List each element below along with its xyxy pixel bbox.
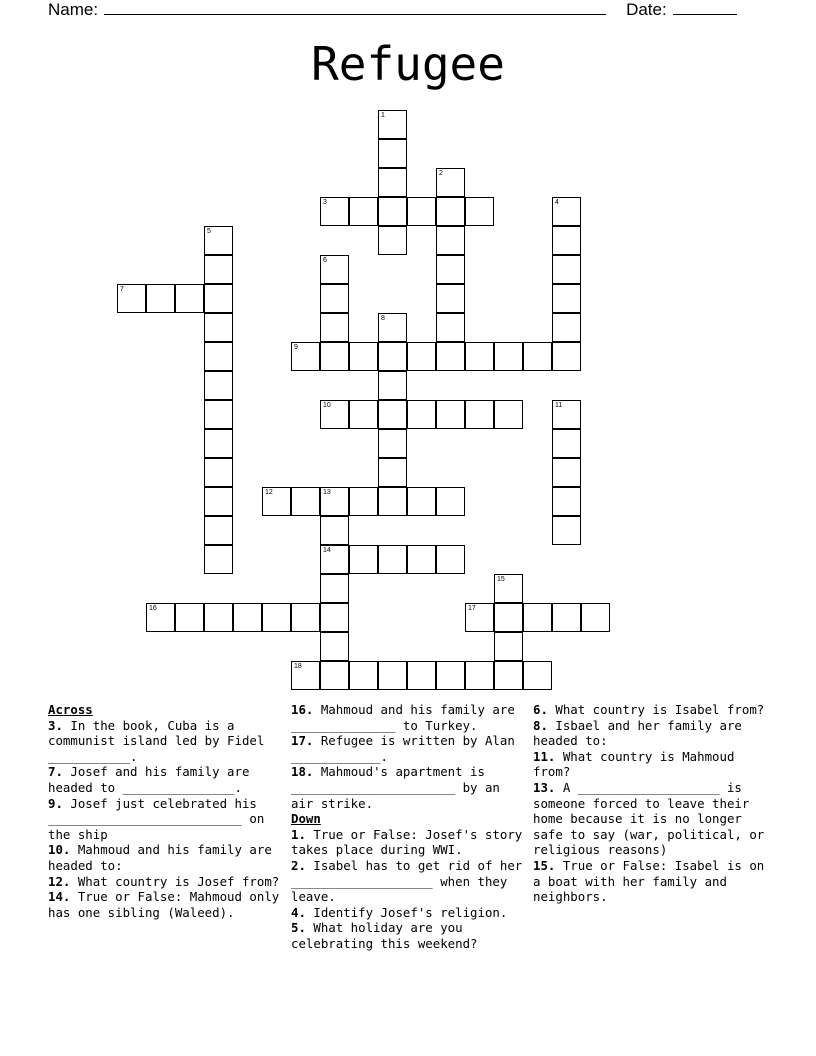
clue-item-number: 5.	[291, 920, 306, 936]
grid-cell[interactable]	[436, 400, 465, 429]
grid-cell[interactable]	[552, 516, 581, 545]
clue-item-text: Josef just celebrated his __________________________ on the ship	[48, 795, 272, 842]
header	[48, 0, 737, 20]
grid-cell[interactable]	[349, 487, 378, 516]
grid-cell[interactable]	[204, 371, 233, 400]
clue-item-text: True or False: Josef's story takes place during WWI.	[291, 826, 530, 858]
clue-number: 6	[323, 257, 327, 264]
grid-cell[interactable]	[204, 545, 233, 574]
clue-column-3	[533, 702, 772, 905]
grid-cell[interactable]	[349, 545, 378, 574]
grid-cell[interactable]	[378, 400, 407, 429]
clue-number: 13	[323, 489, 331, 496]
clue-column-2	[291, 702, 530, 952]
grid-cell[interactable]	[552, 226, 581, 255]
clue-number: 18	[294, 663, 302, 670]
clue-number: 3	[323, 199, 327, 206]
grid-cell[interactable]	[465, 661, 494, 690]
grid-cell[interactable]	[349, 197, 378, 226]
clue-item	[291, 905, 527, 921]
clue-item	[291, 733, 527, 764]
clue-item-number: 13.	[533, 779, 556, 795]
grid-cell[interactable]	[465, 197, 494, 226]
grid-cell[interactable]	[204, 400, 233, 429]
clue-item	[533, 718, 769, 749]
grid-cell[interactable]	[262, 603, 291, 632]
grid-cell[interactable]	[494, 632, 523, 661]
grid-cell[interactable]	[436, 661, 465, 690]
grid-cell[interactable]	[436, 313, 465, 342]
grid-cell[interactable]	[204, 313, 233, 342]
grid-cell[interactable]	[552, 313, 581, 342]
grid-cell[interactable]	[378, 458, 407, 487]
clue-item-text: Isabel has to get rid of her ___________________ when they leave.	[291, 857, 530, 905]
clue-item	[48, 764, 284, 795]
grid-cell[interactable]	[378, 371, 407, 400]
grid-cell[interactable]	[407, 545, 436, 574]
grid-cell[interactable]	[175, 284, 204, 313]
grid-cell[interactable]	[204, 516, 233, 545]
grid-cell[interactable]	[494, 400, 523, 429]
grid-cell[interactable]	[349, 661, 378, 690]
clue-item-number: 16.	[291, 702, 314, 717]
clue-item	[48, 796, 284, 843]
clue-item-number: 12.	[48, 873, 71, 889]
clue-item-number: 6.	[533, 702, 548, 717]
grid-cell[interactable]	[378, 545, 407, 574]
clue-item	[533, 779, 772, 858]
grid-cell[interactable]	[320, 313, 349, 342]
clue-item-number: 18.	[291, 764, 314, 780]
clue-item-text: True or False: Isabel is on a boat with her family and neighbors.	[533, 857, 772, 905]
grid-cell[interactable]	[378, 197, 407, 226]
grid-cell[interactable]	[320, 574, 349, 603]
grid-cell[interactable]	[320, 603, 349, 632]
grid-cell[interactable]	[175, 603, 204, 632]
clue-item-number: 15.	[533, 857, 556, 873]
grid-cell[interactable]	[349, 342, 378, 371]
grid-cell[interactable]	[378, 342, 407, 371]
clue-item-number: 1.	[291, 826, 306, 842]
clue-number: 17	[468, 605, 476, 612]
grid-cell[interactable]	[436, 284, 465, 313]
grid-cell[interactable]	[494, 603, 523, 632]
clue-item-text: Mahmoud and his family are headed to:	[48, 842, 280, 873]
clue-item-number: 11.	[533, 748, 556, 764]
grid-cell[interactable]	[407, 197, 436, 226]
clue-item	[291, 857, 530, 905]
grid-cell[interactable]	[552, 342, 581, 371]
clue-number: 16	[149, 605, 157, 612]
clue-number: 7	[120, 286, 124, 293]
grid-cell[interactable]	[320, 516, 349, 545]
clue-column-1	[48, 702, 287, 920]
clue-item-number: 7.	[48, 764, 63, 780]
clue-item-text: Identify Josef's religion.	[305, 904, 508, 920]
clue-number: 1	[381, 112, 385, 119]
grid-cell[interactable]	[552, 284, 581, 313]
grid-cell[interactable]	[465, 342, 494, 371]
clue-item	[48, 718, 284, 765]
grid-cell[interactable]	[552, 458, 581, 487]
grid-cell[interactable]	[494, 342, 523, 371]
grid-cell[interactable]	[146, 284, 175, 313]
grid-cell[interactable]	[204, 284, 233, 313]
page-title: Refugee	[311, 37, 505, 91]
clue-item	[291, 702, 527, 733]
grid-cell[interactable]	[407, 661, 436, 690]
clue-number: 8	[381, 315, 385, 322]
clue-item-number: 14.	[48, 889, 71, 905]
grid-cell[interactable]	[494, 661, 523, 690]
grid-cell[interactable]	[552, 255, 581, 284]
grid-cell[interactable]	[378, 139, 407, 168]
clue-item-text: In the book, Cuba is a communist island led by Fidel ___________.	[48, 717, 272, 764]
grid-cell[interactable]	[465, 400, 494, 429]
grid-cell[interactable]	[204, 429, 233, 458]
grid-cell[interactable]	[378, 429, 407, 458]
clue-item-text: Mahmoud's apartment is ______________________ by an air strike.	[291, 764, 508, 811]
clue-item-text: True or False: Mahmoud only has one sibling (Waleed).	[48, 889, 287, 920]
grid-cell[interactable]	[233, 603, 262, 632]
grid-cell[interactable]	[291, 487, 320, 516]
clue-number: 2	[439, 170, 443, 177]
clue-item-number: 2.	[291, 857, 306, 873]
name-label: Name:	[48, 0, 99, 19]
grid-cell[interactable]	[552, 603, 581, 632]
grid-cell[interactable]	[204, 487, 233, 516]
grid-cell[interactable]	[581, 603, 610, 632]
clue-item-text: Isbael and her family are headed to:	[533, 717, 750, 749]
date-field[interactable]	[673, 0, 737, 15]
grid-cell[interactable]	[349, 400, 378, 429]
clue-item-number: 9.	[48, 795, 63, 811]
grid-cell[interactable]	[378, 168, 407, 197]
down-heading: Down	[291, 811, 321, 827]
clue-item-number: 8.	[533, 717, 548, 733]
grid-cell[interactable]	[523, 603, 552, 632]
clue-item-text: A ___________________ is someone forced to leave their home because it is no longer safe to say (war, political, or religious reasons)	[533, 779, 772, 858]
grid-cell[interactable]	[204, 603, 233, 632]
date-label: Date:	[626, 0, 667, 19]
clue-number: 14	[323, 547, 331, 554]
clue-item-text: What country is Josef from?	[70, 873, 280, 889]
clue-number: 5	[207, 228, 211, 235]
clue-item	[291, 826, 530, 858]
clue-item-number: 17.	[291, 733, 314, 749]
clue-item	[533, 702, 769, 718]
clue-item-text: What country is Mahmoud from?	[533, 748, 742, 780]
grid-cell[interactable]	[378, 661, 407, 690]
grid-cell[interactable]	[552, 429, 581, 458]
clue-item-number: 4.	[291, 904, 306, 920]
grid-cell[interactable]	[436, 255, 465, 284]
clue-item	[533, 749, 769, 780]
grid-cell[interactable]	[436, 342, 465, 371]
grid-cell[interactable]	[523, 661, 552, 690]
grid-cell[interactable]	[204, 255, 233, 284]
clue-number: 12	[265, 489, 273, 496]
grid-cell[interactable]	[204, 458, 233, 487]
clue-item	[48, 842, 284, 873]
clue-number: 4	[555, 199, 559, 206]
clue-item-text: What holiday are you celebrating this weekend?	[291, 920, 478, 951]
grid-cell[interactable]	[436, 487, 465, 516]
clue-number: 10	[323, 402, 331, 409]
grid-cell[interactable]	[320, 632, 349, 661]
clue-item	[48, 889, 287, 920]
clue-number: 11	[555, 402, 563, 409]
grid-cell[interactable]	[436, 545, 465, 574]
clue-item	[291, 764, 527, 811]
grid-cell[interactable]	[436, 226, 465, 255]
grid-cell[interactable]	[291, 603, 320, 632]
grid-cell[interactable]	[552, 487, 581, 516]
grid-cell[interactable]	[407, 400, 436, 429]
grid-cell[interactable]	[320, 284, 349, 313]
clue-item-text: Refugee is written by Alan ____________.	[291, 733, 523, 764]
grid-cell[interactable]	[378, 226, 407, 255]
grid-cell[interactable]	[436, 197, 465, 226]
grid-cell[interactable]	[523, 342, 552, 371]
clue-item-number: 10.	[48, 842, 71, 858]
clue-item	[533, 857, 772, 905]
clue-item	[48, 874, 284, 890]
clue-item-text: Josef and his family are headed to _______________.	[48, 764, 257, 795]
clue-item-text: What country is Isabel from?	[547, 702, 765, 717]
grid-cell[interactable]	[204, 342, 233, 371]
clue-number: 9	[294, 344, 298, 351]
across-heading: Across	[48, 702, 93, 717]
clue-number: 15	[497, 576, 505, 583]
grid-cell[interactable]	[320, 342, 349, 371]
clue-item	[291, 920, 527, 951]
name-field[interactable]	[104, 0, 606, 15]
grid-cell[interactable]	[407, 342, 436, 371]
clue-item-text: Mahmoud and his family are ______________ to Turkey.	[291, 702, 523, 733]
grid-cell[interactable]	[378, 487, 407, 516]
clue-item-number: 3.	[48, 717, 63, 733]
grid-cell[interactable]	[320, 661, 349, 690]
grid-cell[interactable]	[407, 487, 436, 516]
